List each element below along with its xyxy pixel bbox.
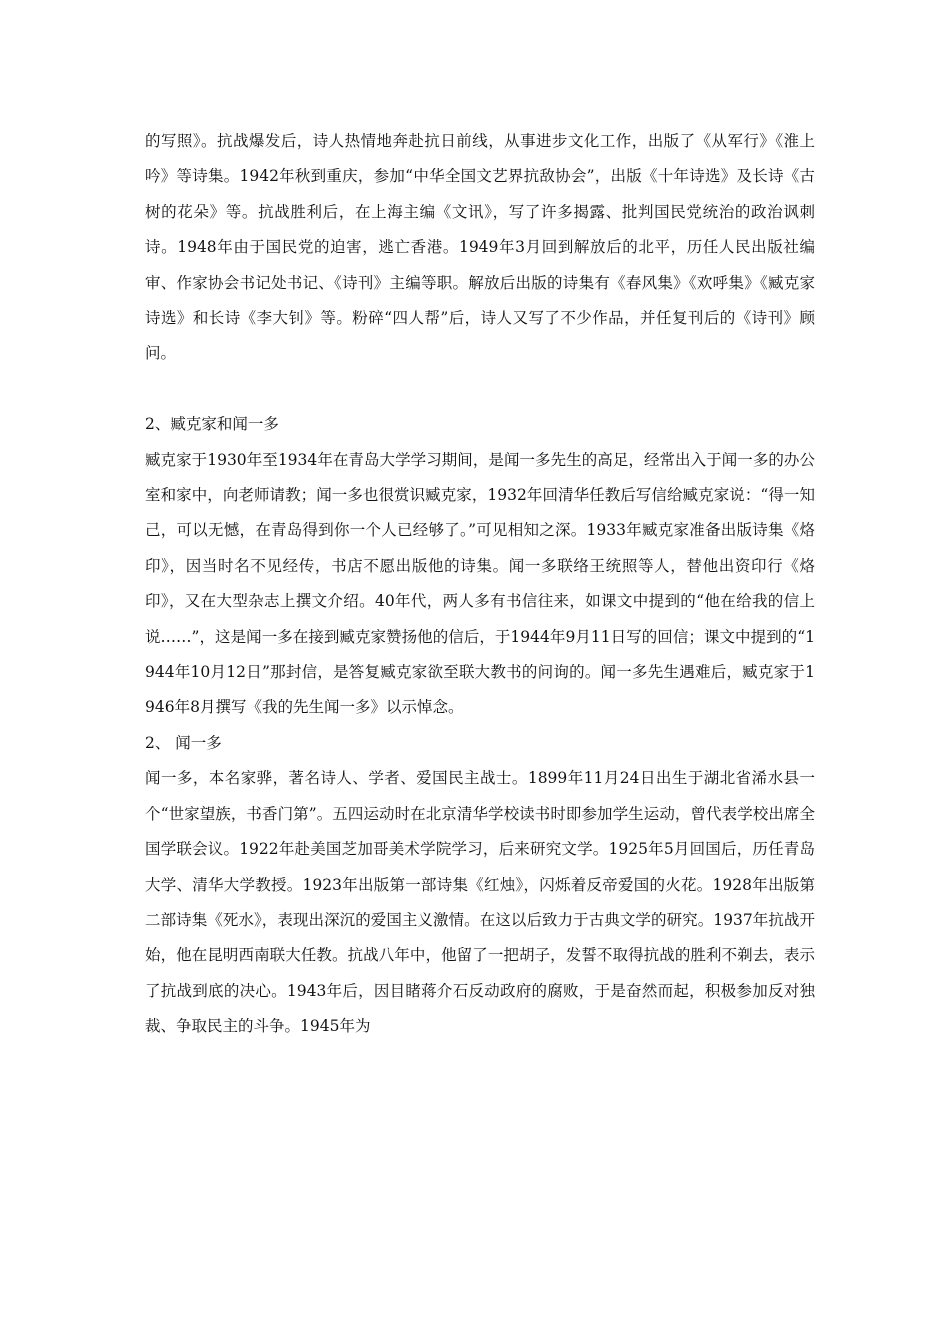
paragraph-wen-yiduo-biography: 闻一多，本名家骅，著名诗人、学者、爱国民主战士。1899年11月24日出生于湖北省浠水县一个“世家望族，书香门第”。五四运动时在北京清华学校读书时即参加学生运动，曾代表学校出席全国学联会议。1922年赴美国芝加哥美术学院学习，后来研究文学。1925年5月回国后，历任青岛大学、清华大学教授。1923年出版第一部诗集《红烛》，闪烁着反帝爱国的火花。1928年出版第二部诗集《死水》，表现出深沉的爱国主义激情。在这以后致力于古典文学的研究。1937年抗战开始，他在昆明西南联大任教。抗战八年中，他留了一把胡子，发誓不取得抗战的胜利不剃去，表示了抗战到底的决心。1943年后，因目睹蒋介石反动政府的腐败，于是奋然而起，积极参加反对独裁、争取民主的斗争。1945年为 bbox=[145, 769, 815, 1036]
paragraph-zang-and-wen: 臧克家于1930年至1934年在青岛大学学习期间，是闻一多先生的高足，经常出入于闻一多的办公室和家中，向老师请教；闻一多也很赏识臧克家，1932年回清华任教后写信给臧克家说：“得一知己，可以无憾，在青岛得到你一个人已经够了。”可见相知之深。1933年臧克家准备出版诗集《烙印》，因当时名不见经传，书店不愿出版他的诗集。闻一多联络王统照等人，替他出资印行《烙印》，又在大型杂志上撰文介绍。40年代，两人多有书信往来，如课文中提到的“他在给我的信上说……”，这是闻一多在接到臧克家赞扬他的信后，于1944年9月11日写的回信；课文中提到的“1944年10月12日”那封信，是答复臧克家欲至联大教书的问询的。闻一多先生遇难后，臧克家于1946年8月撰写《我的先生闻一多》以示悼念。 bbox=[145, 450, 815, 717]
section-heading-zang-and-wen: 2、臧克家和闻一多 bbox=[145, 415, 279, 434]
paragraph-zang-kejia-biography: 的写照》。抗战爆发后，诗人热情地奔赴抗日前线，从事进步文化工作，出版了《从军行》《淮上吟》等诗集。1942年秋到重庆，参加“中华全国文艺界抗敌协会”，出版《十年诗选》及长诗《古树的花朵》等。抗战胜利后，在上海主编《文讯》，写了许多揭露、批判国民党统治的政治讽刺诗。1948年由于国民党的迫害，逃亡香港。1949年3月回到解放后的北平，历任人民出版社编审、作家协会书记处书记、《诗刊》主编等职。解放后出版的诗集有《春风集》《欢呼集》《臧克家诗选》和长诗《李大钊》等。粉碎“四人帮”后，诗人又写了不少作品，并任复刊后的《诗刊》顾问。 bbox=[145, 132, 815, 363]
document-body bbox=[145, 124, 815, 1045]
section-heading-wen-yiduo: 2、 闻一多 bbox=[145, 733, 222, 752]
paragraph-spacer bbox=[145, 372, 815, 407]
